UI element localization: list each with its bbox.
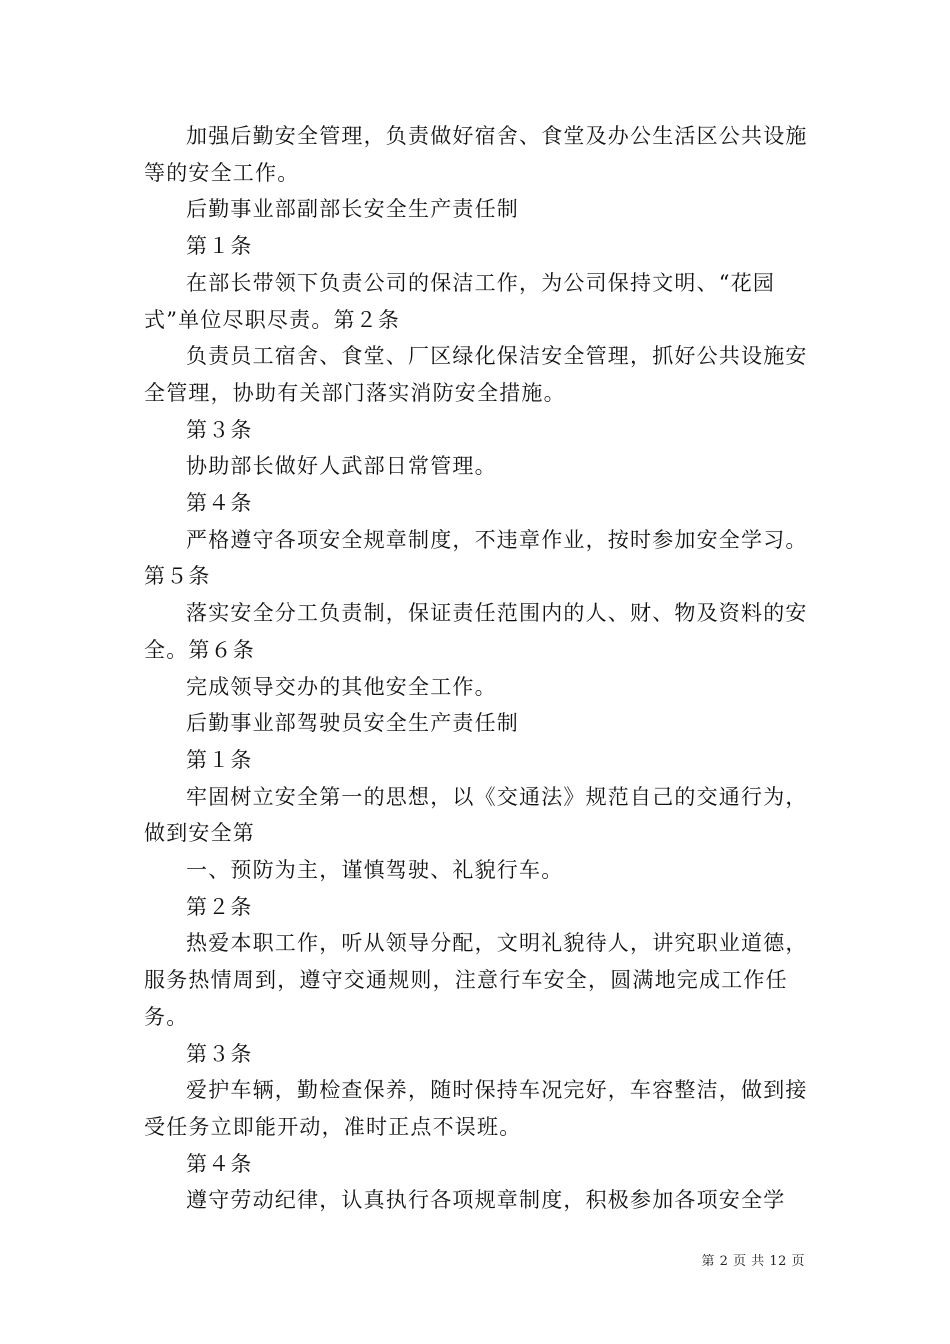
paragraph: 落实安全分工负责制，保证责任范围内的人、财、物及资料的安全。第６条: [144, 601, 808, 662]
article-number: 第１条: [186, 234, 253, 259]
paragraph: 负责员工宿舍、食堂、厂区绿化保洁安全管理，抓好公共设施安全管理，协助有关部门落实消防安全措施。: [144, 344, 808, 405]
article-number: 第２条: [186, 894, 253, 919]
paragraph: 协助部长做好人武部日常管理。: [186, 454, 497, 479]
paragraph: 牢固树立安全第一的思想，以《交通法》规范自己的交通行为，做到安全第: [144, 784, 808, 846]
article-number: 第１条: [186, 747, 253, 772]
article-number: 第４条: [186, 491, 253, 516]
paragraph: 遵守劳动纪律，认真执行各项规章制度，积极参加各项安全学: [186, 1188, 786, 1213]
section-heading: 后勤事业部驾驶员安全生产责任制: [186, 711, 519, 736]
paragraph: 完成领导交办的其他安全工作。: [186, 674, 497, 699]
document-body: [144, 118, 810, 1219]
paragraph: 严格遵守各项安全规章制度，不违章作业，按时参加安全学习。第５条: [144, 527, 808, 589]
paragraph: 一、预防为主，谨慎驾驶、礼貌行车。: [186, 858, 564, 883]
article-number: 第３条: [186, 1041, 253, 1066]
paragraph: 加强后勤安全管理，负责做好宿舍、食堂及办公生活区公共设施等的安全工作。: [144, 124, 808, 185]
section-heading: 后勤事业部副部长安全生产责任制: [186, 197, 519, 222]
paragraph: 热爱本职工作，听从领导分配，文明礼貌待人，讲究职业道德，服务热情周到，遵守交通规则，注意行车安全，圆满地完成工作任务。: [144, 931, 808, 1029]
article-number: 第３条: [186, 417, 253, 442]
paragraph: 在部长带领下负责公司的保洁工作，为公司保持文明、“花园式”单位尽职尽责。第２条: [144, 270, 776, 332]
page-number-footer: 第 2 页 共 12 页: [701, 1254, 805, 1269]
article-number: 第４条: [186, 1151, 253, 1176]
paragraph: 爱护车辆，勤检查保养，随时保持车况完好，车容整洁，做到接受任务立即能开动，准时正点不误班。: [144, 1078, 808, 1139]
